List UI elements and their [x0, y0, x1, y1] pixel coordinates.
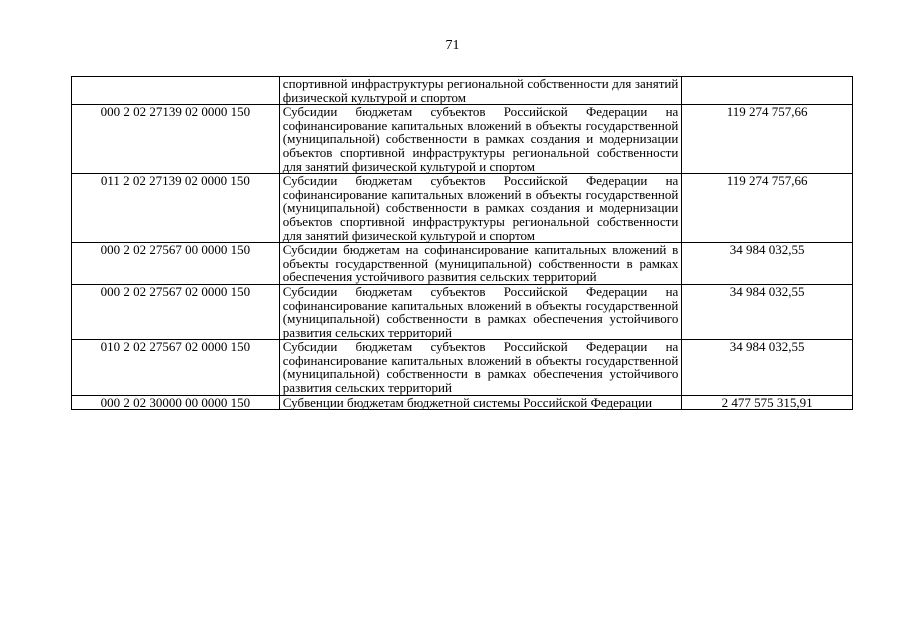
budget-classification-code: 010 2 02 27567 02 0000 150: [72, 340, 280, 395]
amount-value: 119 274 757,66: [682, 174, 853, 243]
amount-value: 34 984 032,55: [682, 340, 853, 395]
amount-value: 34 984 032,55: [682, 284, 853, 339]
page-number: 71: [445, 38, 460, 53]
revenue-description: Субсидии бюджетам на софинансирование капитальных вложений в объекты государственной (муниципальной) собственности в рамках обеспечения устойчивого развития сельских территорий: [279, 243, 682, 285]
amount-value: 34 984 032,55: [682, 243, 853, 285]
table-row: [72, 105, 853, 174]
table-row: [72, 77, 853, 105]
revenue-description: Субсидии бюджетам субъектов Российской Федерации на софинансирование капитальных вложений в объекты государственной (муниципальной) собственности в рамках создания и модернизации объектов спортивной инфраструктуры региональной собственности для занятий физической культурой и спортом: [279, 174, 682, 243]
revenue-description: Субсидии бюджетам субъектов Российской Федерации на софинансирование капитальных вложений в объекты государственной (муниципальной) собственности в рамках обеспечения устойчивого развития сельских территорий: [279, 340, 682, 395]
amount-value: 2 477 575 315,91: [682, 395, 853, 410]
revenue-description: Субсидии бюджетам субъектов Российской Федерации на софинансирование капитальных вложений в объекты государственной (муниципальной) собственности в рамках обеспечения устойчивого развития сельских территорий: [279, 284, 682, 339]
table-row: [72, 174, 853, 243]
budget-classification-code: 000 2 02 27567 00 0000 150: [72, 243, 280, 285]
revenue-description: спортивной инфраструктуры региональной собственности для занятий физической культурой и спортом: [279, 77, 682, 105]
table-row: [72, 284, 853, 339]
budget-classification-code: 000 2 02 27139 02 0000 150: [72, 105, 280, 174]
table-row: [72, 395, 853, 410]
amount-value: [682, 77, 853, 105]
budget-classification-code: 011 2 02 27139 02 0000 150: [72, 174, 280, 243]
budget-classification-code: [72, 77, 280, 105]
table-row: [72, 243, 853, 285]
budget-classification-code: 000 2 02 30000 00 0000 150: [72, 395, 280, 410]
budget-classification-code: 000 2 02 27567 02 0000 150: [72, 284, 280, 339]
amount-value: 119 274 757,66: [682, 105, 853, 174]
table-row: [72, 340, 853, 395]
revenue-description: Субвенции бюджетам бюджетной системы Российской Федерации: [279, 395, 682, 410]
revenue-description: Субсидии бюджетам субъектов Российской Федерации на софинансирование капитальных вложений в объекты государственной (муниципальной) собственности в рамках создания и модернизации объектов спортивной инфраструктуры региональной собственности для занятий физической культурой и спортом: [279, 105, 682, 174]
budget-revenue-table: [71, 76, 853, 410]
